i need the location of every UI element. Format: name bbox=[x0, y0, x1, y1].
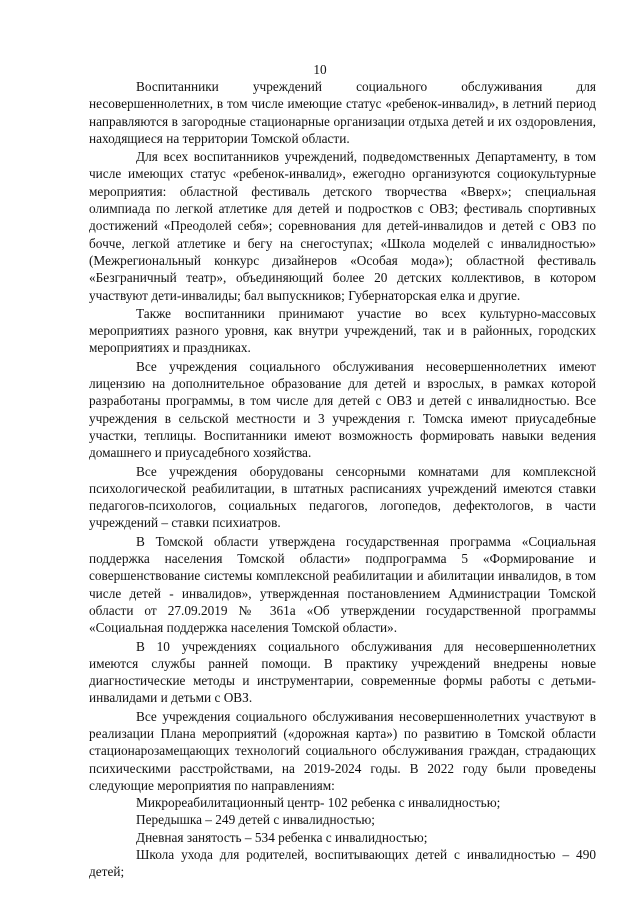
list-item: Микрореабилитационный центр- 102 ребенка с инвалидностью; bbox=[136, 795, 501, 811]
list-item: Дневная занятость – 534 ребенка с инвалидностью; bbox=[136, 829, 428, 845]
list-item: Передышка – 249 детей с инвалидностью; bbox=[136, 812, 375, 828]
paragraph: Все учреждения социального обслуживания несовершеннолетних участвуют в реализации Плана мероприятий («дорожная карта») по развитию в Томской области стационарозамещающих технологий социального обслуживания граждан, страдающих психическими расстройствами, на 2019-2024 годы. В 2022 году были проведены следующие мероприятия по направлениям: bbox=[89, 708, 596, 793]
list-item: Школа ухода для родителей, воспитывающих детей с инвалидностью – 490 детей; bbox=[89, 847, 596, 880]
paragraph: Для всех воспитанников учреждений, подведомственных Департаменту, в том числе имеющих статус «ребенок-инвалид», ежегодно организуются социокультурные мероприятия: областной фестиваль детского творчества «Вверх»; специальная олимпиада по легкой атлетике для детей и подростков с ОВЗ; фестиваль спортивных достижений «Преодолей себя»; соревнования для детей-инвалидов и детей с ОВЗ по бочче, легкой атлетике и бегу на снегоступах; «Школа моделей с инвалидностью» (Межрегиональный конкурс дизайнеров «Особая мода»); областной фестиваль «Безграничный театр», объединяющий более 20 детских коллективов, в котором участвуют дети-инвалиды; бал выпускников; Губернаторская елка и другие. bbox=[89, 149, 596, 303]
paragraph: Все учреждения оборудованы сенсорными комнатами для комплексной психологической реабилитации, в штатных расписаниях учреждений имеются ставки педагогов-психологов, социальных педагогов, логопедов, дефектологов, в части учреждений – ставки психиатров. bbox=[89, 463, 596, 531]
paragraph: Также воспитанники принимают участие во всех культурно-массовых мероприятиях разного уровня, как внутри учреждений, так и в районных, городских мероприятиях и праздниках. bbox=[89, 305, 596, 356]
paragraph: Все учреждения социального обслуживания несовершеннолетних имеют лицензию на дополнительное образование для детей и взрослых, в рамках которой разработаны программы, в том числе для детей с ОВЗ и детей с инвалидностью. Все учреждения в сельской местности и 3 учреждения г. Томска имеют приусадебные участки, теплицы. Воспитанники имеют возможность формировать навыки ведения домашнего и приусадебного хозяйства. bbox=[89, 358, 596, 461]
paragraph: Воспитанники учреждений социального обслуживания для несовершеннолетних, в том числе имеющие статус «ребенок-инвалид», в летний период направляются в загородные стационарные организации отдыха детей и их оздоровления, находящиеся на территории Томской области. bbox=[89, 79, 596, 146]
paragraph: В 10 учреждениях социального обслуживания для несовершеннолетних имеются службы ранней помощи. В практику учреждений внедрены новые диагностические методы и инструментарии, современные формы работы с детьми-инвалидами и детьми с ОВЗ. bbox=[89, 638, 596, 706]
paragraph: В Томской области утверждена государственная программа «Социальная поддержка населения Томской области» подпрограмма 5 «Формирование и совершенствование системы комплексной реабилитации и абилитации инвалидов, в том числе детей - инвалидов», утвержденная постановлением Администрации Томской области от 27.09.2019 № 361а «Об утверждении государственной программы «Социальная поддержка населения Томской области». bbox=[89, 533, 596, 636]
document-body bbox=[89, 78, 596, 881]
page-number: 10 bbox=[313, 62, 327, 77]
